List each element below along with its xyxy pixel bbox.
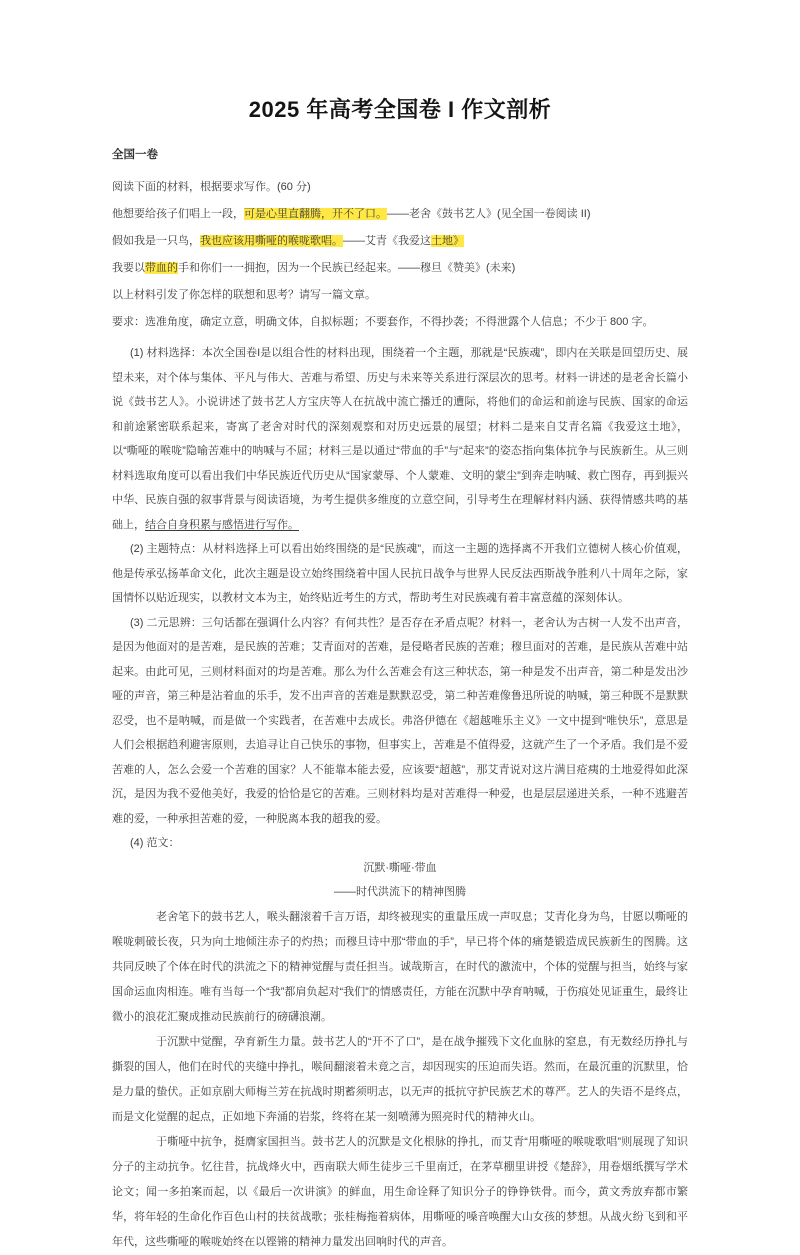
material-quote-laoshe: 他想要给孩子们唱上一段，可是心里直翻腾，开不了口。——老舍《鼓书艺人》(见全国一卷阅读 II) (112, 208, 591, 220)
analysis-section (112, 341, 688, 831)
sample-essay-title: 沉默·嘶哑·带血 (363, 861, 437, 874)
analysis-theme-features: (2) 主题特点：从材料选择上可以看出始终围绕的是“民族魂”，而这一主题的选择离不开我们立德树人核心价值观，他是传承弘扬革命文化，此次主题是设立始终围绕着中国人民抗日战争与世界人民反法西斯战争胜利八十周年之际，家国情怀以贴近现实，以教材文本为主，始终贴近考生的方式，帮助考生对民族魂有着丰富意蕴的深刻体认。 (112, 543, 688, 604)
analysis-material-selection: (1) 材料选择：本次全国卷I是以组合性的材料出现，围绕着一个主题，那就是“民族魂”，即内在关联是回望历史、展望未来，对个体与集体、平凡与伟大、苦难与希望、历史与未来等关系进行深层次的思考。材料一讲述的是老舍长篇小说《鼓书艺人》。小说讲述了鼓书艺人方宝庆等人在抗战中流亡播迁的遭际，将他们的命运和前途与民族、国家的命运和前途紧密联系起来，寄寓了老舍对时代的深刻观察和对历史远景的展望；材料二是来自艾青名篇《我爱这土地》，以“嘶哑的喉咙”隐喻苦难中的呐喊与不屈；材料三是以通过“带血的手”与“起来”的姿态指向集体抗争与民族新生。从三则材料选取角度可以看出我们中华民族近代历史从“国家蒙辱、个人蒙难、文明的蒙尘”到奔走呐喊、救亡图存，再到振兴中华、民族自强的叙事背景与阅读语境，为考生提供多维度的立意空间，引导考生在理解材料内涵、获得情感共鸣的基础上，结合自身积累与感悟进行写作。 (112, 347, 688, 531)
section-heading: 全国一卷 (112, 149, 158, 161)
material-quote-mudan: 我要以带血的手和你们一一拥抱，因为一个民族已经起来。——穆旦《赞美》(未来) (112, 262, 516, 274)
document-title: 2025 年高考全国卷 I 作文剖析 (248, 97, 552, 122)
writing-prompt: 以上材料引发了你怎样的联想和思考？请写一篇文章。 (112, 289, 376, 301)
sample-essay-paragraph-2: 于沉默中觉醒，孕育新生力量。鼓书艺人的“开不了口”，是在战争摧残下文化血脉的窒息，有无数经历挣扎与撕裂的国人，他们在时代的夹缝中挣扎，喉间翻滚着未竟之言，却因现实的压迫而失语。然而，在最沉重的沉默里，恰是力量的蛰伏。正如京剧大师梅兰芳在抗战时期蓄须明志，以无声的抵抗守护民族艺术的尊严。艺人的失语不是终点，而是文化觉醒的起点，正如地下奔涌的岩浆，终将在某一刻喷薄为照亮时代的精神火山。 (112, 1035, 688, 1123)
sample-essay-label: (4) 范文： (130, 837, 180, 849)
sample-essay-paragraph-1: 老舍笔下的鼓书艺人，喉头翻滚着千言万语，却终被现实的重量压成一声叹息；艾青化身为鸟，甘愿以嘶哑的喉咙刺破长夜，只为向土地倾注赤子的灼热；而穆旦诗中那“带血的手”，早已将个体的痛楚锻造成民族新生的图腾。这共同反映了个体在时代的洪流之下的精神觉醒与责任担当。诚哉斯言，在时代的激流中，个体的觉醒与担当，始终与家国命运血肉相连。唯有当每一个“我”都肩负起对“我们”的情感责任，方能在沉默中孕育呐喊，于伤痕处见证重生，最终让微小的浪花汇聚成推动民族前行的磅礴浪潮。 (112, 910, 688, 1023)
sample-essay-paragraph-3: 于嘶哑中抗争，挺膺家国担当。鼓书艺人的沉默是文化根脉的挣扎，而艾青“用嘶哑的喉咙歌唱”则展现了知识分子的主动抗争。忆往昔，抗战烽火中，西南联大师生徒步三千里南迁，在茅草棚里讲授《楚辞》，用卷烟纸撰写学术论文；闻一多拍案而起，以《最后一次讲演》的鲜血，用生命诠释了知识分子的铮铮铁骨。而今，黄文秀放弃都市繁华，将年轻的生命化作百色山村的扶贫战歌；张桂梅拖着病体，用嘶哑的嗓音唤醒大山女孩的梦想。从战火纷飞到和平年代，这些嘶哑的喉咙始终在以铿锵的精神力量发出回响时代的声音。 (112, 1135, 688, 1248)
material-quote-aiqing: 假如我是一只鸟，我也应该用嘶哑的喉咙歌唱。——艾青《我爱这土地》 (112, 235, 464, 247)
analysis-dual-reasoning: (3) 二元思辨：三句话都在强调什么内容？有何共性？是否存在矛盾点呢？材料一，老舍认为古树一人发不出声音，是因为他面对的是苦难，是民族的苦难；艾青面对的苦难，是侵略者民族的苦难；穆旦面对的苦难，是民族从苦难中站起来。由此可见，三则材料面对的均是苦难。那么为什么苦难会有这三种状态，第一种是发不出声音，第二种是发出沙哑的声音，第三种是沾着血的乐手，发不出声音的苦难是默默忍受，第二种苦难像鲁迅所说的呐喊，第三种既不是默默忍受，也不是呐喊，而是做一个实践者，在苦难中去成长。弗洛伊德在《超越唯乐主义》一文中提到“唯快乐”，意思是人们会根据趋利避害原则，去追寻让自己快乐的事物，但事实上，苦难是不值得爱，这就产生了一个矛盾。我们是不爱苦难的人，怎么会爱一个苦难的国家？人不能靠本能去爱，应该要“超越”，那艾青说对这片满目疮痍的土地爱得如此深沉，是因为我不爱他美好，我爱的恰恰是它的苦难。三则材料均是对苦难得一种爱，也是层层递进关系，一种不逃避苦难的爱，一种承担苦难的爱，一种脱离本我的超我的爱。 (112, 616, 688, 825)
exam-instruction: 阅读下面的材料，根据要求写作。(60 分) (112, 181, 311, 193)
sample-essay-section (112, 831, 688, 1255)
writing-requirements: 要求：选准角度，确定立意，明确文体，自拟标题；不要套作，不得抄袭；不得泄露个人信息；不少于 800 字。 (112, 316, 654, 328)
sample-essay-subtitle: ——时代洪流下的精神图腾 (334, 886, 466, 898)
